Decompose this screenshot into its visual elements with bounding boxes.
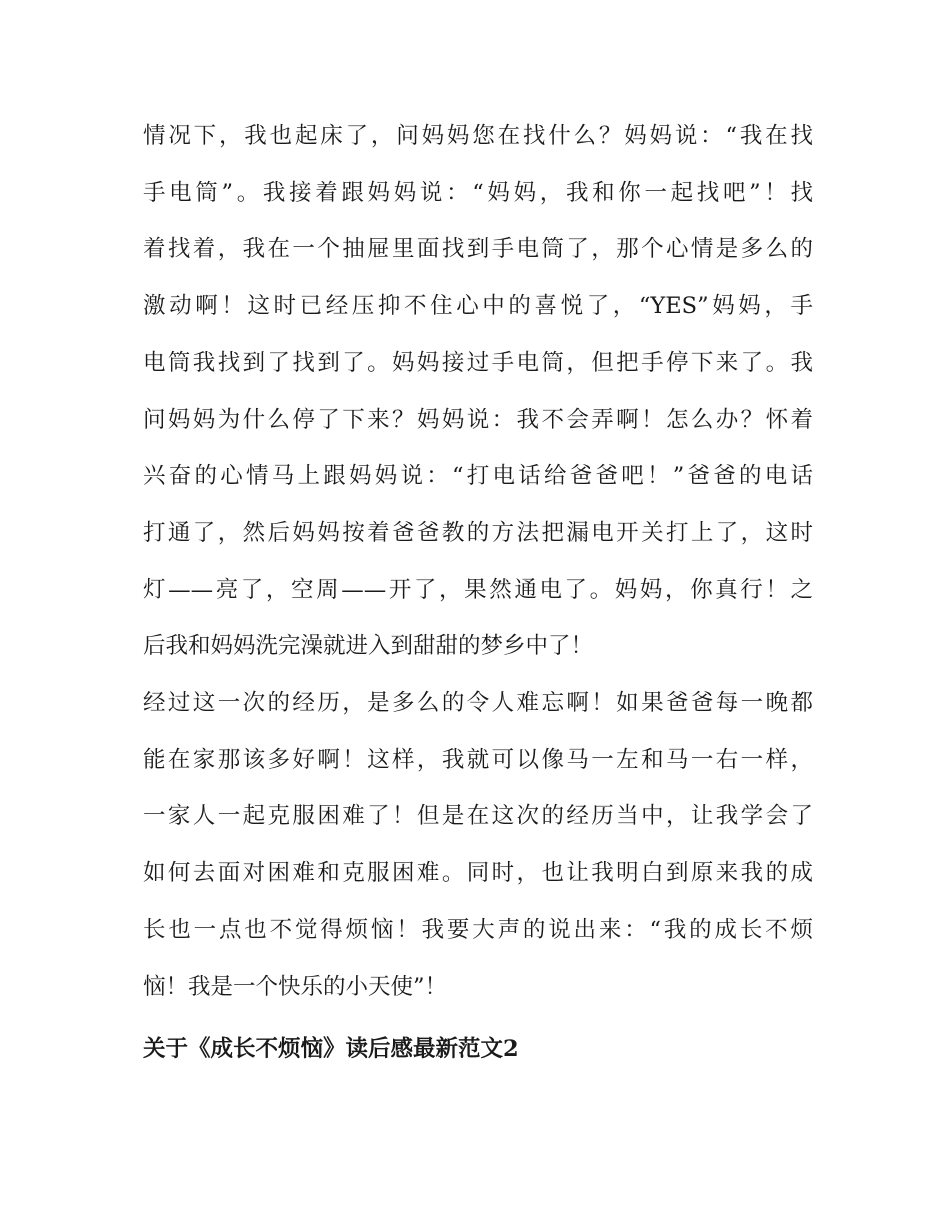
text-line: 灯——亮了，空周——开了，果然通电了。妈妈，你真行！之 — [143, 576, 813, 603]
text-line: 着找着，我在一个抽屉里面找到手电筒了，那个心情是多么的 — [143, 236, 813, 263]
paragraph-2 — [143, 675, 813, 1015]
text-line: 问妈妈为什么停了下来？妈妈说：我不会弄啊！怎么办？怀着 — [143, 406, 813, 433]
text-line: 恼！我是一个快乐的小天使”！ — [143, 973, 448, 1000]
text-line: 一家人一起克服困难了！但是在这次的经历当中，让我学会了 — [143, 803, 813, 830]
section-heading: 关于《成长不烦恼》读后感最新范文2 — [143, 1036, 519, 1063]
text-line: 后我和妈妈洗完澡就进入到甜甜的梦乡中了！ — [143, 633, 594, 660]
text-line: 电筒我找到了找到了。妈妈接过手电筒，但把手停下来了。我 — [143, 349, 813, 376]
paragraph-1 — [143, 108, 813, 675]
text-line: 能在家那该多好啊！这样，我就可以像马一左和马一右一样， — [143, 746, 813, 773]
text-line: 经过这一次的经历，是多么的令人难忘啊！如果爸爸每一晚都 — [143, 690, 813, 717]
text-line: 打通了，然后妈妈按着爸爸教的方法把漏电开关打上了，这时 — [143, 519, 813, 546]
text-line: 手电筒”。我接着跟妈妈说：“妈妈，我和你一起找吧”！找 — [143, 179, 813, 206]
text-line: 如何去面对困难和克服困难。同时，也让我明白到原来我的成 — [143, 860, 813, 887]
document-body — [143, 108, 813, 1071]
text-line: 长也一点也不觉得烦恼！我要大声的说出来：“我的成长不烦 — [143, 916, 813, 943]
text-line: 兴奋的心情马上跟妈妈说：“打电话给爸爸吧！”爸爸的电话 — [143, 463, 813, 490]
text-line: 情况下，我也起床了，问妈妈您在找什么？妈妈说：“我在找 — [143, 123, 813, 149]
text-line: 激动啊！这时已经压抑不住心中的喜悦了，“YES”妈妈，手 — [143, 293, 813, 320]
